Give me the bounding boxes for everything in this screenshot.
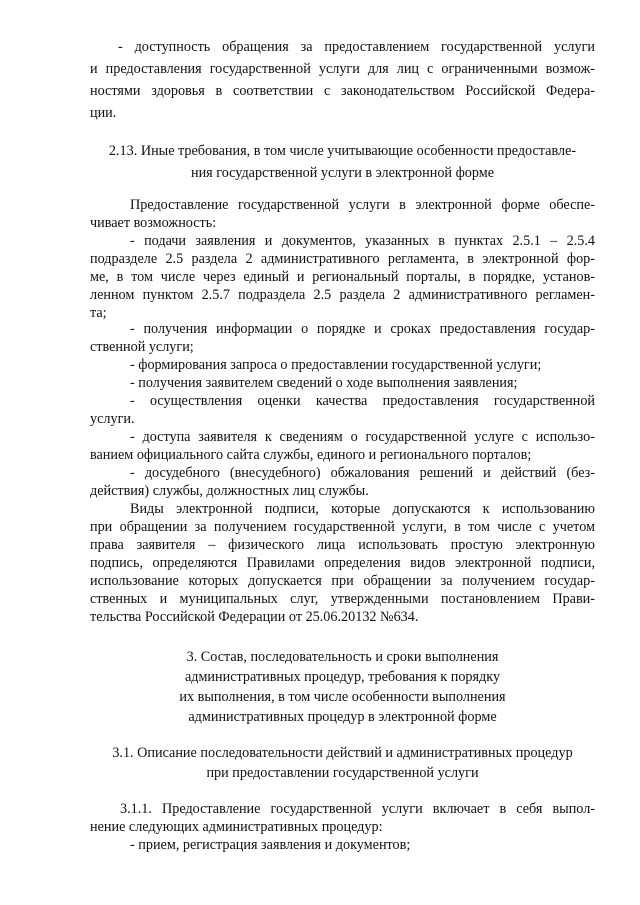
list-item-line: ме, в том числе через единый и региональный порталы, в порядке, установ- — [90, 269, 595, 285]
list-item-line: ленном пунктом 2.5.7 подраздела 2.5 раздела 2 административного регламен- — [90, 287, 595, 303]
paragraph-line: чивает возможность: — [90, 215, 217, 231]
paragraph-line: и предоставления государственной услуги для лиц с ограниченными возмож- — [90, 61, 595, 77]
paragraph-line: права заявителя – физического лица использовать простую электронную — [90, 537, 595, 553]
paragraph-line: 3.1.1. Предоставление государственной услуги включает в себя выпол- — [120, 801, 595, 817]
list-item-line: услуги. — [90, 411, 135, 427]
list-item-line: ванием официального сайта службы, единого и регионального порталов; — [90, 447, 532, 463]
section-heading: 3.1. Описание последовательности действий и административных процедур — [112, 745, 573, 761]
chapter-heading: административных процедур в электронной форме — [188, 709, 497, 725]
paragraph-line: ностями здоровья в соответствии с законодательством Российской Федера- — [90, 83, 595, 99]
paragraph-line: тельства Российской Федерации от 25.06.20132 №634. — [90, 609, 419, 625]
list-item-line: та; — [90, 305, 107, 321]
list-item: - формирования запроса о предоставлении государственной услуги; — [130, 357, 542, 373]
list-item-line: подразделе 2.5 раздела 2 административного регламента, в электронной фор- — [90, 251, 595, 267]
chapter-heading: административных процедур, требования к порядку — [184, 669, 501, 685]
paragraph-line: ственных и муниципальных слуг, утвержденными постановлением Прави- — [90, 591, 595, 607]
list-item-line: действия) службы, должностных лиц службы. — [90, 483, 369, 499]
list-item: - получения информации о порядке и сроках предоставления государ- — [130, 321, 595, 337]
list-item: - прием, регистрация заявления и документов; — [130, 837, 411, 853]
paragraph-line: при обращении за получением государственной услуги, в том числе с учетом — [90, 519, 595, 535]
paragraph-line: использование которых допускается при обращении за получением государ- — [90, 573, 595, 589]
section-heading: ния государственной услуги в электронной форме — [190, 165, 495, 181]
paragraph-line: Виды электронной подписи, которые допускаются к использованию — [130, 501, 595, 517]
chapter-heading: их выполнения, в том числе особенности выполнения — [179, 689, 506, 705]
list-item: - подачи заявления и документов, указанных в пунктах 2.5.1 – 2.5.4 — [130, 233, 595, 249]
list-item-line: ственной услуги; — [90, 339, 194, 355]
chapter-heading: 3. Состав, последовательность и сроки выполнения — [186, 649, 499, 665]
list-item: - досудебного (внесудебного) обжалования решений и действий (без- — [130, 465, 595, 481]
paragraph-line: нение следующих административных процедур: — [90, 819, 383, 835]
paragraph-line: Предоставление государственной услуги в электронной форме обеспе- — [130, 197, 595, 213]
paragraph-line: ции. — [90, 105, 117, 121]
list-item: - осуществления оценки качества предоставления государственной — [130, 393, 595, 409]
section-heading: 2.13. Иные требования, в том числе учитывающие особенности предоставле- — [108, 143, 577, 159]
list-item: - получения заявителем сведений о ходе выполнения заявления; — [130, 375, 518, 391]
list-item: - доступа заявителя к сведениям о государственной услуге с использо- — [130, 429, 595, 445]
paragraph-line: - доступность обращения за предоставлением государственной услуги — [118, 39, 595, 55]
paragraph-line: подпись, определяются Правилами определения видов электронной подписи, — [90, 555, 595, 571]
section-heading: при предоставлении государственной услуги — [206, 765, 479, 781]
